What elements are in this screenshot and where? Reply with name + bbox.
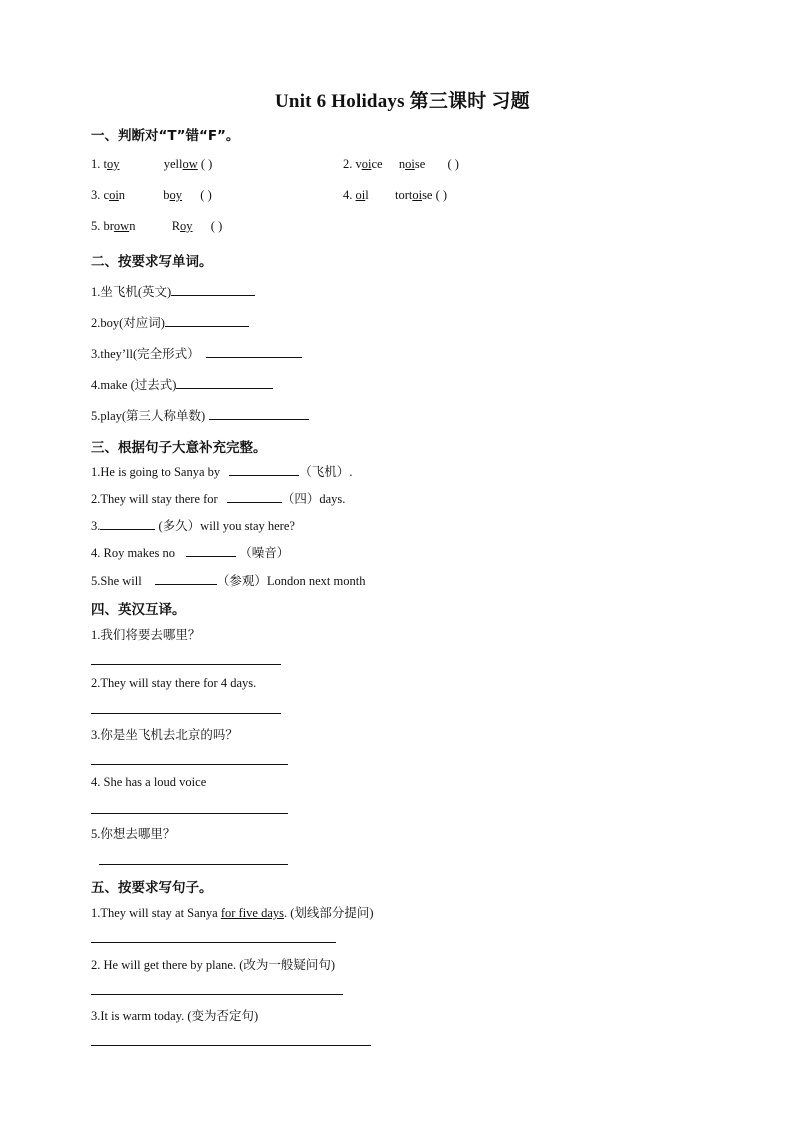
s4-item-3: 3.你是坐飞机去北京的吗？ (91, 728, 238, 742)
answer-blank[interactable] (229, 462, 299, 476)
section-2-heading: 二、按要求写单词。 (91, 254, 213, 270)
answer-blank[interactable] (209, 406, 309, 420)
s3-item-1: 1.He is going to Sanya by （飞机）. (91, 462, 352, 480)
s2-item-2: 2.boy(对应词) (91, 313, 249, 331)
answer-paren[interactable]: ( ) (447, 157, 459, 171)
s1-item-1: 1. toy yellow ( ) (91, 157, 213, 171)
answer-paren[interactable]: ( ) (200, 157, 213, 171)
answer-paren[interactable]: ( ) (210, 219, 223, 233)
s3-item-2: 2.They will stay there for （四）days. (91, 489, 345, 507)
section-4-heading: 四、英汉互译。 (91, 602, 186, 618)
s1-item-4: 4. oil tortoise ( ) (343, 188, 448, 202)
answer-line[interactable] (91, 664, 281, 665)
answer-line[interactable] (91, 813, 288, 814)
s2-item-5: 5.play(第三人称单数) (91, 406, 309, 424)
s1-item-2: 2. voice noise ( ) (343, 157, 459, 171)
s4-item-4: 4. She has a loud voice (91, 775, 207, 789)
answer-paren[interactable]: ( ) (435, 188, 448, 202)
s3-item-4: 4. Roy makes no （噪音） (91, 543, 289, 561)
s5-item-2: 2. He will get there by plane. (改为一般疑问句) (91, 958, 336, 972)
s4-item-5: 5.你想去哪里？ (91, 827, 176, 841)
s5-item-3: 3.It is warm today. (变为否定句) (91, 1009, 259, 1023)
s3-item-5: 5.She will （参观）London next month (91, 571, 365, 589)
s4-item-1: 1.我们将要去哪里？ (91, 628, 201, 642)
answer-line[interactable] (91, 713, 281, 714)
answer-blank[interactable] (171, 282, 255, 296)
s3-item-3: 3. (多久）will you stay here? (91, 516, 295, 534)
answer-blank[interactable] (100, 516, 155, 530)
s5-item-1: 1.They will stay at Sanya for five days. (划线部分提问) (91, 906, 374, 920)
s4-item-2: 2.They will stay there for 4 days. (91, 676, 257, 690)
section-5-heading: 五、按要求写句子。 (91, 880, 213, 896)
s2-item-1: 1.坐飞机(英文) (91, 282, 255, 300)
section-1-heading: 一、判断对“T”错“F”。 (91, 128, 240, 144)
answer-line[interactable] (91, 942, 336, 943)
answer-blank[interactable] (155, 571, 217, 585)
answer-blank[interactable] (176, 375, 273, 389)
answer-blank[interactable] (186, 543, 236, 557)
s2-item-3: 3.they’ll(完全形式） (91, 344, 302, 362)
answer-paren[interactable]: ( ) (200, 188, 212, 202)
answer-blank[interactable] (206, 344, 302, 358)
page-title: Unit 6 Holidays 第三课时 习题 (275, 91, 530, 112)
s1-item-3: 3. coin boy ( ) (91, 188, 212, 202)
answer-line[interactable] (91, 994, 343, 995)
answer-line[interactable] (99, 864, 288, 865)
section-3-heading: 三、根据句子大意补充完整。 (91, 440, 267, 456)
answer-blank[interactable] (227, 489, 282, 503)
s2-item-4: 4.make (过去式) (91, 375, 273, 393)
answer-blank[interactable] (165, 313, 249, 327)
s1-item-5: 5. brown Roy ( ) (91, 219, 223, 233)
answer-line[interactable] (91, 1045, 371, 1046)
answer-line[interactable] (91, 764, 288, 765)
